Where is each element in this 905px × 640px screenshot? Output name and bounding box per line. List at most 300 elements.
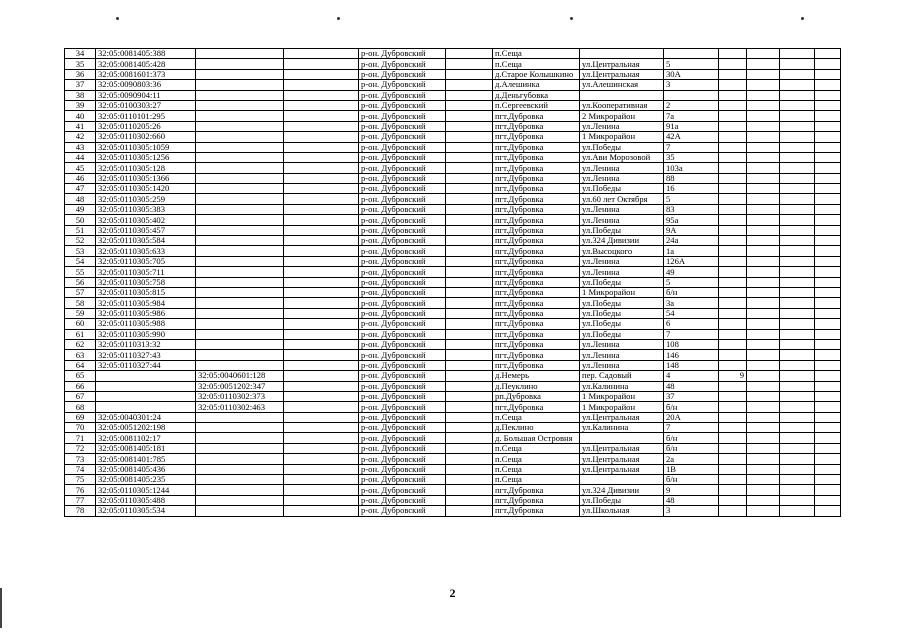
cell-locality: пгт.Дубровка xyxy=(493,287,580,297)
cell-cad2 xyxy=(196,360,284,370)
cell-blank2 xyxy=(446,371,493,381)
cell-cad1 xyxy=(96,381,196,391)
cell-e3 xyxy=(780,69,815,79)
cell-e4 xyxy=(815,69,841,79)
registry-table xyxy=(64,48,841,517)
cell-e4 xyxy=(815,215,841,225)
cell-e1 xyxy=(719,49,747,59)
cell-blank1 xyxy=(284,495,359,505)
cell-e2 xyxy=(747,308,780,318)
cell-cad1: 32:05:0100303:27 xyxy=(96,100,196,110)
cell-house: 7а xyxy=(664,111,719,121)
table-row xyxy=(65,506,841,516)
cell-locality: п.Сеща xyxy=(493,475,580,485)
cell-cad1 xyxy=(96,402,196,412)
cell-e1 xyxy=(719,287,747,297)
cell-n: 54 xyxy=(65,256,96,266)
cell-n: 74 xyxy=(65,464,96,474)
cell-n: 40 xyxy=(65,111,96,121)
cell-blank1 xyxy=(284,391,359,401)
cell-locality: д.Старое Колышкино xyxy=(493,69,580,79)
cell-cad1: 32:05:0081401:785 xyxy=(96,454,196,464)
table-row xyxy=(65,350,841,360)
cell-n: 45 xyxy=(65,163,96,173)
cell-blank2 xyxy=(446,350,493,360)
cell-locality: д.Алешинка xyxy=(493,80,580,90)
cell-n: 73 xyxy=(65,454,96,464)
cell-n: 71 xyxy=(65,433,96,443)
cell-e4 xyxy=(815,194,841,204)
cell-locality: пгт.Дубровка xyxy=(493,329,580,339)
cell-e1 xyxy=(719,204,747,214)
cell-e1 xyxy=(719,443,747,453)
cell-e1 xyxy=(719,173,747,183)
cell-street: ул.Центральная xyxy=(580,464,664,474)
cell-e2 xyxy=(747,381,780,391)
cell-street: ул.Ленина xyxy=(580,350,664,360)
cell-district: р-он. Дубровский xyxy=(359,454,446,464)
cell-district: р-он. Дубровский xyxy=(359,298,446,308)
cell-district: р-он. Дубровский xyxy=(359,371,446,381)
cell-blank2 xyxy=(446,49,493,59)
cell-locality: пгт.Дубровка xyxy=(493,204,580,214)
cell-e2 xyxy=(747,69,780,79)
cell-e1 xyxy=(719,391,747,401)
cell-district: р-он. Дубровский xyxy=(359,277,446,287)
cell-cad1: 32:05:0081405:388 xyxy=(96,49,196,59)
cell-e1 xyxy=(719,360,747,370)
cell-locality: д.Немерь xyxy=(493,371,580,381)
table-row xyxy=(65,433,841,443)
cell-blank2 xyxy=(446,443,493,453)
table-row xyxy=(65,59,841,69)
cell-n: 63 xyxy=(65,350,96,360)
cell-cad1: 32:05:0110305:984 xyxy=(96,298,196,308)
cell-e3 xyxy=(780,236,815,246)
cell-e2 xyxy=(747,423,780,433)
cell-cad2 xyxy=(196,308,284,318)
cell-e1 xyxy=(719,194,747,204)
cell-cad1: 32:05:0110305:711 xyxy=(96,267,196,277)
cell-cad2 xyxy=(196,319,284,329)
cell-e4 xyxy=(815,152,841,162)
cell-n: 61 xyxy=(65,329,96,339)
table-row xyxy=(65,69,841,79)
cell-e4 xyxy=(815,412,841,422)
cell-cad1: 32:05:0110305:383 xyxy=(96,204,196,214)
cell-e3 xyxy=(780,80,815,90)
cell-n: 60 xyxy=(65,319,96,329)
cell-blank2 xyxy=(446,69,493,79)
cell-e2 xyxy=(747,298,780,308)
cell-e1 xyxy=(719,132,747,142)
cell-blank1 xyxy=(284,350,359,360)
cell-blank1 xyxy=(284,412,359,422)
table-row xyxy=(65,329,841,339)
cell-locality: пгт.Дубровка xyxy=(493,236,580,246)
cell-cad2 xyxy=(196,49,284,59)
table-row xyxy=(65,443,841,453)
cell-district: р-он. Дубровский xyxy=(359,194,446,204)
cell-e1 xyxy=(719,69,747,79)
cell-blank1 xyxy=(284,423,359,433)
cell-e3 xyxy=(780,59,815,69)
cell-house: б/н xyxy=(664,433,719,443)
cell-cad1: 32:05:0110305:986 xyxy=(96,308,196,318)
cell-n: 38 xyxy=(65,90,96,100)
cell-street: ул.Алешинская xyxy=(580,80,664,90)
cell-e1 xyxy=(719,184,747,194)
cell-blank2 xyxy=(446,298,493,308)
cell-cad1: 32:05:0090803:36 xyxy=(96,80,196,90)
cell-blank1 xyxy=(284,90,359,100)
cell-locality: пгт.Дубровка xyxy=(493,319,580,329)
cell-street: ул.Победы xyxy=(580,329,664,339)
cell-locality: пгт.Дубровка xyxy=(493,121,580,131)
cell-cad1: 32:05:0081405:428 xyxy=(96,59,196,69)
cell-e3 xyxy=(780,433,815,443)
cell-blank2 xyxy=(446,475,493,485)
cell-cad2 xyxy=(196,184,284,194)
table-row xyxy=(65,100,841,110)
cell-n: 52 xyxy=(65,236,96,246)
cell-blank1 xyxy=(284,443,359,453)
cell-e4 xyxy=(815,339,841,349)
cell-blank2 xyxy=(446,391,493,401)
cell-house: б/н xyxy=(664,287,719,297)
cell-e4 xyxy=(815,454,841,464)
cell-e3 xyxy=(780,412,815,422)
cell-street: ул.324 Дивизии xyxy=(580,236,664,246)
cell-cad2 xyxy=(196,423,284,433)
cell-cad2 xyxy=(196,329,284,339)
cell-district: р-он. Дубровский xyxy=(359,173,446,183)
cell-n: 36 xyxy=(65,69,96,79)
cell-locality: пгт.Дубровка xyxy=(493,506,580,516)
cell-street: ул.Ави Морозовой xyxy=(580,152,664,162)
cell-e4 xyxy=(815,256,841,266)
cell-house: 2 xyxy=(664,100,719,110)
cell-locality: пгт.Дубровка xyxy=(493,173,580,183)
cell-district: р-он. Дубровский xyxy=(359,100,446,110)
cell-n: 37 xyxy=(65,80,96,90)
table-row xyxy=(65,225,841,235)
cell-locality: пгт.Дубровка xyxy=(493,142,580,152)
cell-street: ул.Центральная xyxy=(580,454,664,464)
cell-blank2 xyxy=(446,215,493,225)
table-row xyxy=(65,319,841,329)
table-row xyxy=(65,194,841,204)
cell-e4 xyxy=(815,464,841,474)
cell-e2 xyxy=(747,360,780,370)
cell-e1 xyxy=(719,475,747,485)
cell-n: 59 xyxy=(65,308,96,318)
cell-e1 xyxy=(719,256,747,266)
cell-e1 xyxy=(719,100,747,110)
table-row xyxy=(65,163,841,173)
cell-house: 37 xyxy=(664,391,719,401)
cell-e3 xyxy=(780,111,815,121)
cell-blank2 xyxy=(446,152,493,162)
cell-n: 65 xyxy=(65,371,96,381)
cell-e2 xyxy=(747,391,780,401)
cell-house xyxy=(664,90,719,100)
cell-e1: 9 xyxy=(719,371,747,381)
cell-cad2 xyxy=(196,246,284,256)
cell-cad2 xyxy=(196,475,284,485)
cell-e3 xyxy=(780,277,815,287)
cell-blank1 xyxy=(284,121,359,131)
cell-e4 xyxy=(815,246,841,256)
cell-blank1 xyxy=(284,80,359,90)
cell-blank2 xyxy=(446,423,493,433)
cell-cad2 xyxy=(196,506,284,516)
cell-blank1 xyxy=(284,433,359,443)
cell-locality: п.Сеща xyxy=(493,49,580,59)
cell-district: р-он. Дубровский xyxy=(359,360,446,370)
cell-e2 xyxy=(747,121,780,131)
cell-n: 55 xyxy=(65,267,96,277)
cell-district: р-он. Дубровский xyxy=(359,204,446,214)
cell-house: 5 xyxy=(664,59,719,69)
cell-e1 xyxy=(719,111,747,121)
cell-house: 7 xyxy=(664,329,719,339)
table-row xyxy=(65,277,841,287)
cell-house: 148 xyxy=(664,360,719,370)
cell-cad1: 32:05:0081405:436 xyxy=(96,464,196,474)
cell-house xyxy=(664,49,719,59)
cell-n: 72 xyxy=(65,443,96,453)
cell-district: р-он. Дубровский xyxy=(359,443,446,453)
cell-e2 xyxy=(747,319,780,329)
cell-locality: д.Пеклино xyxy=(493,423,580,433)
cell-e3 xyxy=(780,49,815,59)
cell-e1 xyxy=(719,402,747,412)
cell-district: р-он. Дубровский xyxy=(359,142,446,152)
cell-district: р-он. Дубровский xyxy=(359,132,446,142)
cell-blank2 xyxy=(446,132,493,142)
cell-cad2 xyxy=(196,433,284,443)
table-row xyxy=(65,173,841,183)
table-row xyxy=(65,49,841,59)
cell-e4 xyxy=(815,121,841,131)
cell-e2 xyxy=(747,173,780,183)
cell-house: 108 xyxy=(664,339,719,349)
table-row xyxy=(65,454,841,464)
cell-street: ул.60 лет Октября xyxy=(580,194,664,204)
cell-e4 xyxy=(815,402,841,412)
cell-locality: пгт.Дубровка xyxy=(493,246,580,256)
cell-locality: пгт.Дубровка xyxy=(493,485,580,495)
cell-e4 xyxy=(815,350,841,360)
table-row xyxy=(65,267,841,277)
cell-district: р-он. Дубровский xyxy=(359,184,446,194)
cell-e1 xyxy=(719,236,747,246)
cell-n: 67 xyxy=(65,391,96,401)
cell-district: р-он. Дубровский xyxy=(359,381,446,391)
cell-blank1 xyxy=(284,402,359,412)
cell-locality: п.Сеща xyxy=(493,443,580,453)
table-row xyxy=(65,80,841,90)
cell-e4 xyxy=(815,443,841,453)
cell-e1 xyxy=(719,412,747,422)
cell-house: 5 xyxy=(664,277,719,287)
cell-e2 xyxy=(747,142,780,152)
cell-e1 xyxy=(719,142,747,152)
cell-e4 xyxy=(815,287,841,297)
cell-blank2 xyxy=(446,267,493,277)
table-row xyxy=(65,381,841,391)
cell-blank2 xyxy=(446,111,493,121)
cell-house: б/н xyxy=(664,402,719,412)
cell-house: 146 xyxy=(664,350,719,360)
cell-blank2 xyxy=(446,464,493,474)
cell-locality: д.Пеуклино xyxy=(493,381,580,391)
cell-street: ул.Центральная xyxy=(580,59,664,69)
cell-cad1: 32:05:0110305:1256 xyxy=(96,152,196,162)
cell-n: 68 xyxy=(65,402,96,412)
cell-blank1 xyxy=(284,339,359,349)
cell-locality: пгт.Дубровка xyxy=(493,184,580,194)
cell-cad2 xyxy=(196,173,284,183)
table-row xyxy=(65,121,841,131)
cell-e4 xyxy=(815,329,841,339)
cell-locality: п.Сеща xyxy=(493,59,580,69)
cell-locality: пгт.Дубровка xyxy=(493,194,580,204)
cell-e3 xyxy=(780,194,815,204)
cell-locality: п.Сеща xyxy=(493,454,580,464)
cell-street: ул.Калинина xyxy=(580,381,664,391)
cell-blank1 xyxy=(284,194,359,204)
cell-blank1 xyxy=(284,319,359,329)
cell-house: 35 xyxy=(664,152,719,162)
cell-blank1 xyxy=(284,225,359,235)
cell-e2 xyxy=(747,402,780,412)
cell-e2 xyxy=(747,59,780,69)
cell-house: 88 xyxy=(664,173,719,183)
cell-e2 xyxy=(747,49,780,59)
cell-blank1 xyxy=(284,173,359,183)
cell-blank1 xyxy=(284,69,359,79)
table-row xyxy=(65,90,841,100)
cell-street: ул.Победы xyxy=(580,277,664,287)
cell-e2 xyxy=(747,132,780,142)
cell-house: 16 xyxy=(664,184,719,194)
cell-cad1: 32:05:0081405:235 xyxy=(96,475,196,485)
scan-edge-mark xyxy=(0,588,2,628)
cell-cad2 xyxy=(196,121,284,131)
cell-blank1 xyxy=(284,184,359,194)
cell-cad2 xyxy=(196,100,284,110)
cell-cad1: 32:05:0110305:1366 xyxy=(96,173,196,183)
cell-n: 64 xyxy=(65,360,96,370)
cell-district: р-он. Дубровский xyxy=(359,329,446,339)
cell-n: 41 xyxy=(65,121,96,131)
cell-cad2 xyxy=(196,287,284,297)
cell-e1 xyxy=(719,495,747,505)
cell-cad2 xyxy=(196,194,284,204)
cell-n: 35 xyxy=(65,59,96,69)
cell-blank1 xyxy=(284,277,359,287)
cell-locality: пгт.Дубровка xyxy=(493,350,580,360)
cell-blank1 xyxy=(284,267,359,277)
cell-blank1 xyxy=(284,329,359,339)
cell-e1 xyxy=(719,246,747,256)
cell-blank1 xyxy=(284,204,359,214)
cell-blank2 xyxy=(446,142,493,152)
cell-e2 xyxy=(747,111,780,121)
cell-house: 48 xyxy=(664,495,719,505)
cell-blank1 xyxy=(284,381,359,391)
cell-e3 xyxy=(780,163,815,173)
cell-street: ул.Победы xyxy=(580,298,664,308)
cell-blank2 xyxy=(446,121,493,131)
cell-e2 xyxy=(747,152,780,162)
cell-blank1 xyxy=(284,298,359,308)
table-row xyxy=(65,236,841,246)
cell-locality: п.Сергеевский xyxy=(493,100,580,110)
cell-e2 xyxy=(747,454,780,464)
cell-cad2 xyxy=(196,485,284,495)
table-row xyxy=(65,298,841,308)
cell-e1 xyxy=(719,277,747,287)
cell-district: р-он. Дубровский xyxy=(359,80,446,90)
cell-street xyxy=(580,90,664,100)
cell-street: 1 Микрорайон xyxy=(580,402,664,412)
cell-e1 xyxy=(719,215,747,225)
cell-cad2 xyxy=(196,298,284,308)
cell-e2 xyxy=(747,163,780,173)
cell-cad2 xyxy=(196,225,284,235)
cell-cad2 xyxy=(196,464,284,474)
cell-e1 xyxy=(719,225,747,235)
cell-e2 xyxy=(747,236,780,246)
cell-street: ул.Ленина xyxy=(580,121,664,131)
table-row xyxy=(65,360,841,370)
cell-street: ул.Ленина xyxy=(580,173,664,183)
cell-e4 xyxy=(815,495,841,505)
cell-street: ул.324 Дивизии xyxy=(580,485,664,495)
cell-district: р-он. Дубровский xyxy=(359,423,446,433)
cell-e1 xyxy=(719,121,747,131)
cell-e2 xyxy=(747,277,780,287)
cell-e3 xyxy=(780,339,815,349)
cell-blank2 xyxy=(446,90,493,100)
cell-locality: пгт.Дубровка xyxy=(493,215,580,225)
cell-e1 xyxy=(719,381,747,391)
cell-locality: пгт.Дубровка xyxy=(493,225,580,235)
cell-cad1: 32:05:0110305:758 xyxy=(96,277,196,287)
cell-n: 58 xyxy=(65,298,96,308)
cell-blank2 xyxy=(446,360,493,370)
cell-e1 xyxy=(719,485,747,495)
cell-house: 7 xyxy=(664,142,719,152)
cell-n: 49 xyxy=(65,204,96,214)
cell-e2 xyxy=(747,184,780,194)
cell-district: р-он. Дубровский xyxy=(359,152,446,162)
cell-locality: п.Сеща xyxy=(493,464,580,474)
cell-blank2 xyxy=(446,433,493,443)
table-row xyxy=(65,464,841,474)
cell-e4 xyxy=(815,391,841,401)
cell-n: 44 xyxy=(65,152,96,162)
table-row xyxy=(65,423,841,433)
cell-blank1 xyxy=(284,371,359,381)
cell-cad1: 32:05:0110305:990 xyxy=(96,329,196,339)
cell-e2 xyxy=(747,433,780,443)
cell-house: 20А xyxy=(664,412,719,422)
cell-blank2 xyxy=(446,277,493,287)
